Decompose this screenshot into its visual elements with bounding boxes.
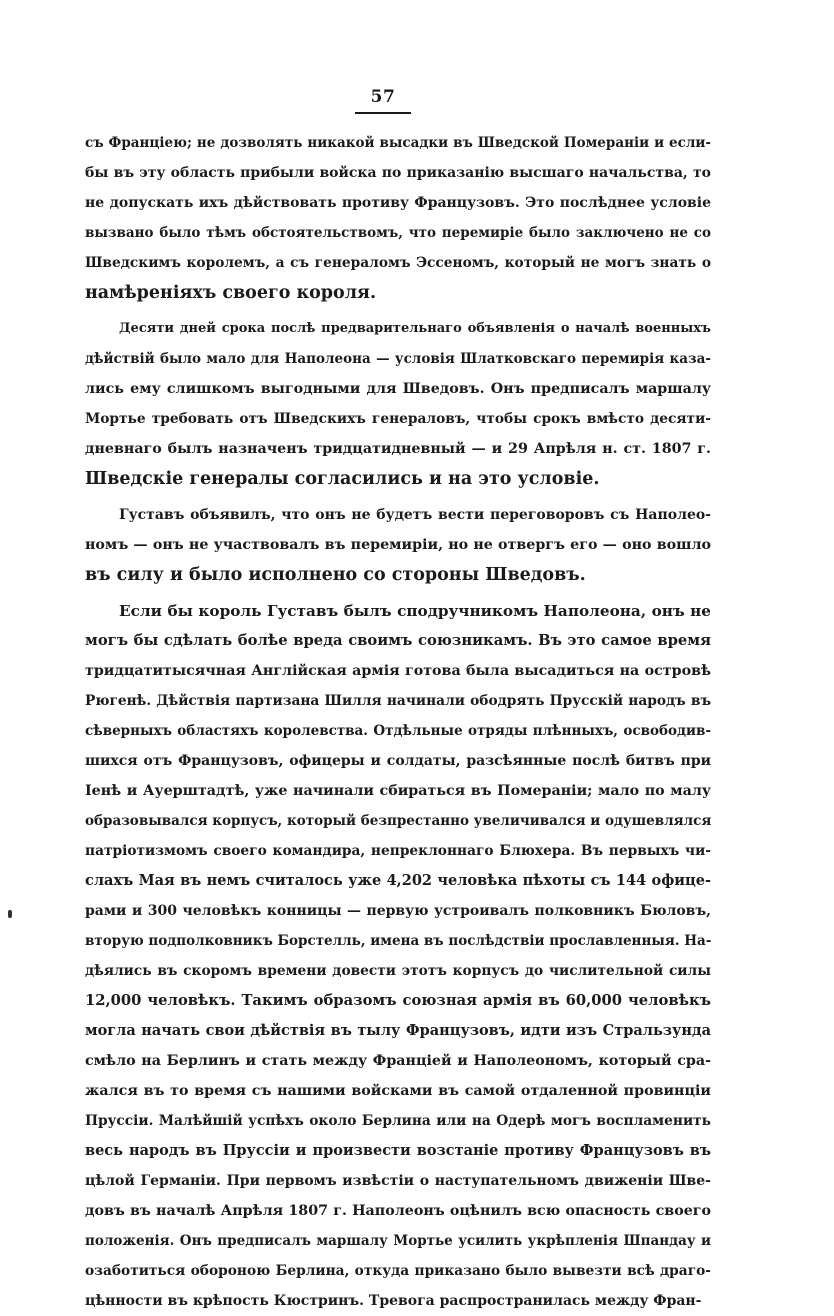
text-line [85,560,711,590]
text-line-content: лись ему слишкомъ выгодными для Шведовъ. Онъ предписалъ маршалу [85,381,711,397]
text-line-content: патріотизмомъ своего командира, непреклоннаго Блюхера. Въ первыхъ чи- [85,843,711,859]
text-line-content: Рюгенѣ. Дѣйствія партизана Шилля начинали ободрять Прусскій народъ въ [85,693,711,709]
text-line-content: тридцатитысячная Англійская армія готова была высадиться на островѣ [85,663,711,679]
text-line [85,836,711,866]
text-line [85,986,711,1016]
text-line-content: дѣйствій было мало для Наполеона — условія Шлатковскаго перемирія каза- [85,351,711,367]
text-line-content: вызвано было тѣмъ обстоятельствомъ, что перемиріе было заключено не со [85,225,711,241]
text-line [85,374,711,404]
text-line-content: образовывался корпусъ, который безпрестанно увеличивался и одушевлялся [85,813,711,829]
text-line-content: положенія. Онъ предписалъ маршалу Мортье усилить укрѣпленія Шпандау и [85,1233,711,1249]
text-line-content: шихся отъ Французовъ, офицеры и солдаты, разсѣянные послѣ битвъ при [85,753,711,769]
text-line [85,248,711,278]
text-line-content: въ силу и было исполнено со стороны Шведовъ. [85,565,586,585]
text-line-content: номъ — онъ не участвовалъ въ перемиріи, но не отвергъ его — оно вошло [85,537,711,553]
text-line [85,1106,711,1136]
text-line [85,278,711,308]
text-line [85,1136,711,1166]
page-number: 57 [370,87,396,107]
text-line-content: не допускать ихъ дѣйствовать противу Французовъ. Это послѣднее условіе [85,195,711,211]
text-line-content: сѣверныхъ областяхъ королевства. Отдѣльные отряды плѣнныхъ, освободив- [85,723,711,739]
paragraph [85,128,711,308]
text-line [85,188,711,218]
paragraph [85,596,711,1316]
text-line-content: Десяти дней срока послѣ предварительнаго объявленія о началѣ военныхъ [119,321,711,336]
text-line-content: рами и 300 человѣкъ конницы — первую устроивалъ полковникъ Бюловъ, [85,903,711,919]
margin-ink-mark [8,910,12,918]
text-line [85,500,711,530]
text-line [85,1076,711,1106]
text-line [85,464,711,494]
text-line [85,1226,711,1256]
text-line [85,1016,711,1046]
text-line-content: бы въ эту область прибыли войска по приказанію высшаго начальства, то [85,165,711,181]
text-line [85,404,711,434]
text-line-content: цѣлой Германіи. При первомъ извѣстіи о наступательномъ движеніи Шве- [85,1173,711,1189]
text-line [85,746,711,776]
text-line-content: Пруссіи. Малѣйшій успѣхъ около Берлина или на Одерѣ могъ воспламенить [85,1113,711,1129]
text-line [85,686,711,716]
text-line-content: довъ въ началѣ Апрѣля 1807 г. Наполеонъ оцѣнилъ всю опасность своего [85,1203,711,1219]
text-line [85,314,711,344]
text-line [85,1256,711,1286]
text-line-content: озаботиться обороною Берлина, откуда приказано было вывезти всѣ драго- [85,1263,711,1279]
paragraph [85,314,711,494]
text-line-content: Мортье требовать отъ Шведскихъ генераловъ, чтобы срокъ вмѣсто десяти- [85,411,711,427]
text-line [85,530,711,560]
text-line [85,128,711,158]
text-line-content: слахъ Мая въ немъ считалось уже 4,202 человѣка пѣхоты съ 144 офице- [85,872,711,889]
text-line [85,1286,711,1316]
text-line-content: цѣнности въ крѣпость Кюстринъ. Тревога распространилась между Фран- [85,1293,702,1309]
text-line-content: Густавъ объявилъ, что онъ не будетъ вести переговоровъ съ Наполео- [119,507,711,523]
text-line [85,1196,711,1226]
text-line [85,158,711,188]
text-line [85,806,711,836]
text-line [85,434,711,464]
text-line [85,344,711,374]
text-line [85,716,711,746]
body-text [85,128,711,1316]
text-line-content: Іенѣ и Ауерштадтѣ, уже начинали сбираться въ Помераніи; мало по малу [85,783,711,799]
text-line [85,596,711,626]
text-line-content: 12,000 человѣкъ. Такимъ образомъ союзная армія въ 60,000 человѣкъ [85,992,711,1009]
text-line-content: Шведскимъ королемъ, а съ генераломъ Эссеномъ, который не могъ знать о [85,255,711,271]
text-line-content: дѣялись въ скоромъ времени довести этотъ корпусъ до числительной силы [85,963,711,979]
text-line [85,956,711,986]
text-line [85,776,711,806]
text-line-content: могла начать свои дѣйствія въ тылу Французовъ, идти изъ Стральзунда [85,1022,711,1039]
text-line [85,896,711,926]
text-line-content: Если бы король Густавъ былъ сподручникомъ Наполеона, онъ не [119,602,711,620]
text-line [85,866,711,896]
text-line-content: смѣло на Берлинъ и стать между Франціей и Наполеономъ, который сра- [85,1053,711,1069]
text-line [85,656,711,686]
text-line [85,626,711,656]
text-line [85,1166,711,1196]
text-line [85,1046,711,1076]
paragraph [85,500,711,590]
text-line-content: вторую подполковникъ Борстелль, имена въ послѣдствіи прославленныя. На- [85,933,711,949]
text-line-content: намѣреніяхъ своего короля. [85,283,377,303]
text-line-content: могъ бы сдѣлать болѣе вреда своимъ союзникамъ. Въ это самое время [85,632,711,649]
text-line-content: жался въ то время съ нашими войсками въ самой отдаленной провинціи [85,1083,711,1099]
text-line-content: дневнаго былъ назначенъ тридцатидневный — и 29 Апрѣля н. ст. 1807 г. [85,441,711,457]
header-rule [355,112,411,114]
text-line [85,218,711,248]
text-line [85,926,711,956]
text-line-content: съ Франціею; не дозволять никакой высадки въ Шведской Помераніи и если- [85,135,711,151]
text-line-content: Шведскіе генералы согласились и на это условіе. [85,469,600,489]
text-line-content: весь народъ въ Пруссіи и произвести возстаніе противу Французовъ въ [85,1142,711,1159]
